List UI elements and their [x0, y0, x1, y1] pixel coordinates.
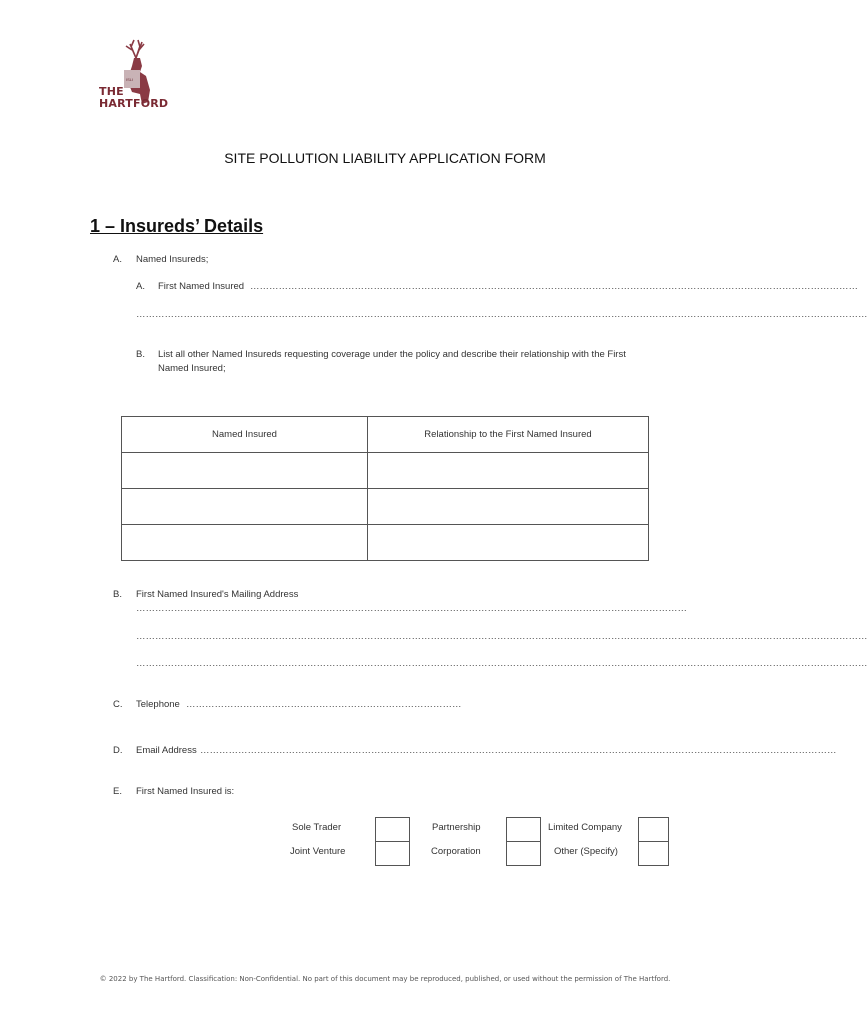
mailing-address-label: First Named Insured's Mailing Address [136, 589, 299, 600]
item-b-letter: B. [113, 589, 122, 600]
mailing-address-field-3[interactable]: …………………………………………………………………………………………………………………………………………………………………………………………………………… [136, 658, 868, 669]
sole-trader-label: Sole Trader [292, 822, 342, 833]
table-cell-named-insured[interactable] [122, 453, 368, 489]
other-specify-checkbox[interactable] [638, 841, 669, 866]
corporation-checkbox[interactable] [506, 841, 541, 866]
joint-venture-label: Joint Venture [290, 846, 346, 857]
joint-venture-checkbox[interactable] [375, 841, 410, 866]
limited-company-checkbox[interactable] [638, 817, 669, 842]
email-field[interactable]: ………………………………………………………………………………………………………………………………………………………………………………… [200, 745, 837, 756]
other-named-insureds-text-2: Named Insured; [158, 363, 226, 374]
table-header-named-insured: Named Insured [122, 417, 368, 453]
logo-line-1: THE [99, 85, 124, 98]
telephone-field[interactable]: …………………………………………………………………………… [186, 699, 462, 710]
other-named-insureds-text-1: List all other Named Insureds requesting coverage under the policy and describe their relationship with the First [158, 349, 626, 360]
svg-text:ISLI: ISLI [126, 77, 134, 82]
item-e-letter: E. [113, 786, 122, 797]
table-row [122, 489, 649, 525]
partnership-label: Partnership [432, 822, 481, 833]
named-insureds-table [121, 416, 649, 561]
sole-trader-checkbox[interactable] [375, 817, 410, 842]
item-d-letter: D. [113, 745, 123, 756]
first-named-insured-field[interactable]: ………………………………………………………………………………………………………………………………………………………………………… [250, 281, 858, 292]
logo-wordmark [99, 86, 168, 110]
logo-line-2: HARTFORD [99, 97, 169, 110]
partnership-checkbox[interactable] [506, 817, 541, 842]
first-named-insured-field-line-2[interactable]: …………………………………………………………………………………………………………………………………………………………………………………………………………… [136, 309, 868, 320]
first-named-insured-label: First Named Insured [158, 281, 245, 292]
limited-company-label: Limited Company [548, 822, 622, 833]
item-a-letter: A. [113, 254, 122, 265]
footer-copyright: © 2022 by The Hartford. Classification: Non-Confidential. No part of this document may be reproduced, published, or used without the permission of The Hartford. [99, 975, 671, 983]
item-c-letter: C. [113, 699, 123, 710]
table-cell-named-insured[interactable] [122, 489, 368, 525]
mailing-address-field-1[interactable]: ………………………………………………………………………………………………………………………………………………………… [136, 603, 687, 614]
item-a-sub-a-letter: A. [136, 281, 145, 292]
item-a-sub-b-letter: B. [136, 349, 145, 360]
email-label: Email Address [136, 745, 197, 756]
table-header-row [122, 417, 649, 453]
table-cell-relationship[interactable] [368, 453, 649, 489]
table-cell-named-insured[interactable] [122, 525, 368, 561]
mailing-address-field-2[interactable]: …………………………………………………………………………………………………………………………………………………………………………………………………………… [136, 631, 868, 642]
item-a-label: Named Insureds; [136, 254, 209, 265]
other-specify-label: Other (Specify) [554, 846, 618, 857]
table-cell-relationship[interactable] [368, 489, 649, 525]
table-cell-relationship[interactable] [368, 525, 649, 561]
table-header-relationship: Relationship to the First Named Insured [368, 417, 649, 453]
table-row [122, 453, 649, 489]
telephone-label: Telephone [136, 699, 180, 710]
table-row [122, 525, 649, 561]
section-heading: 1 – Insureds’ Details [90, 216, 264, 236]
corporation-label: Corporation [431, 846, 481, 857]
form-title: SITE POLLUTION LIABILITY APPLICATION FORM [224, 150, 546, 166]
entity-type-label: First Named Insured is: [136, 786, 235, 797]
